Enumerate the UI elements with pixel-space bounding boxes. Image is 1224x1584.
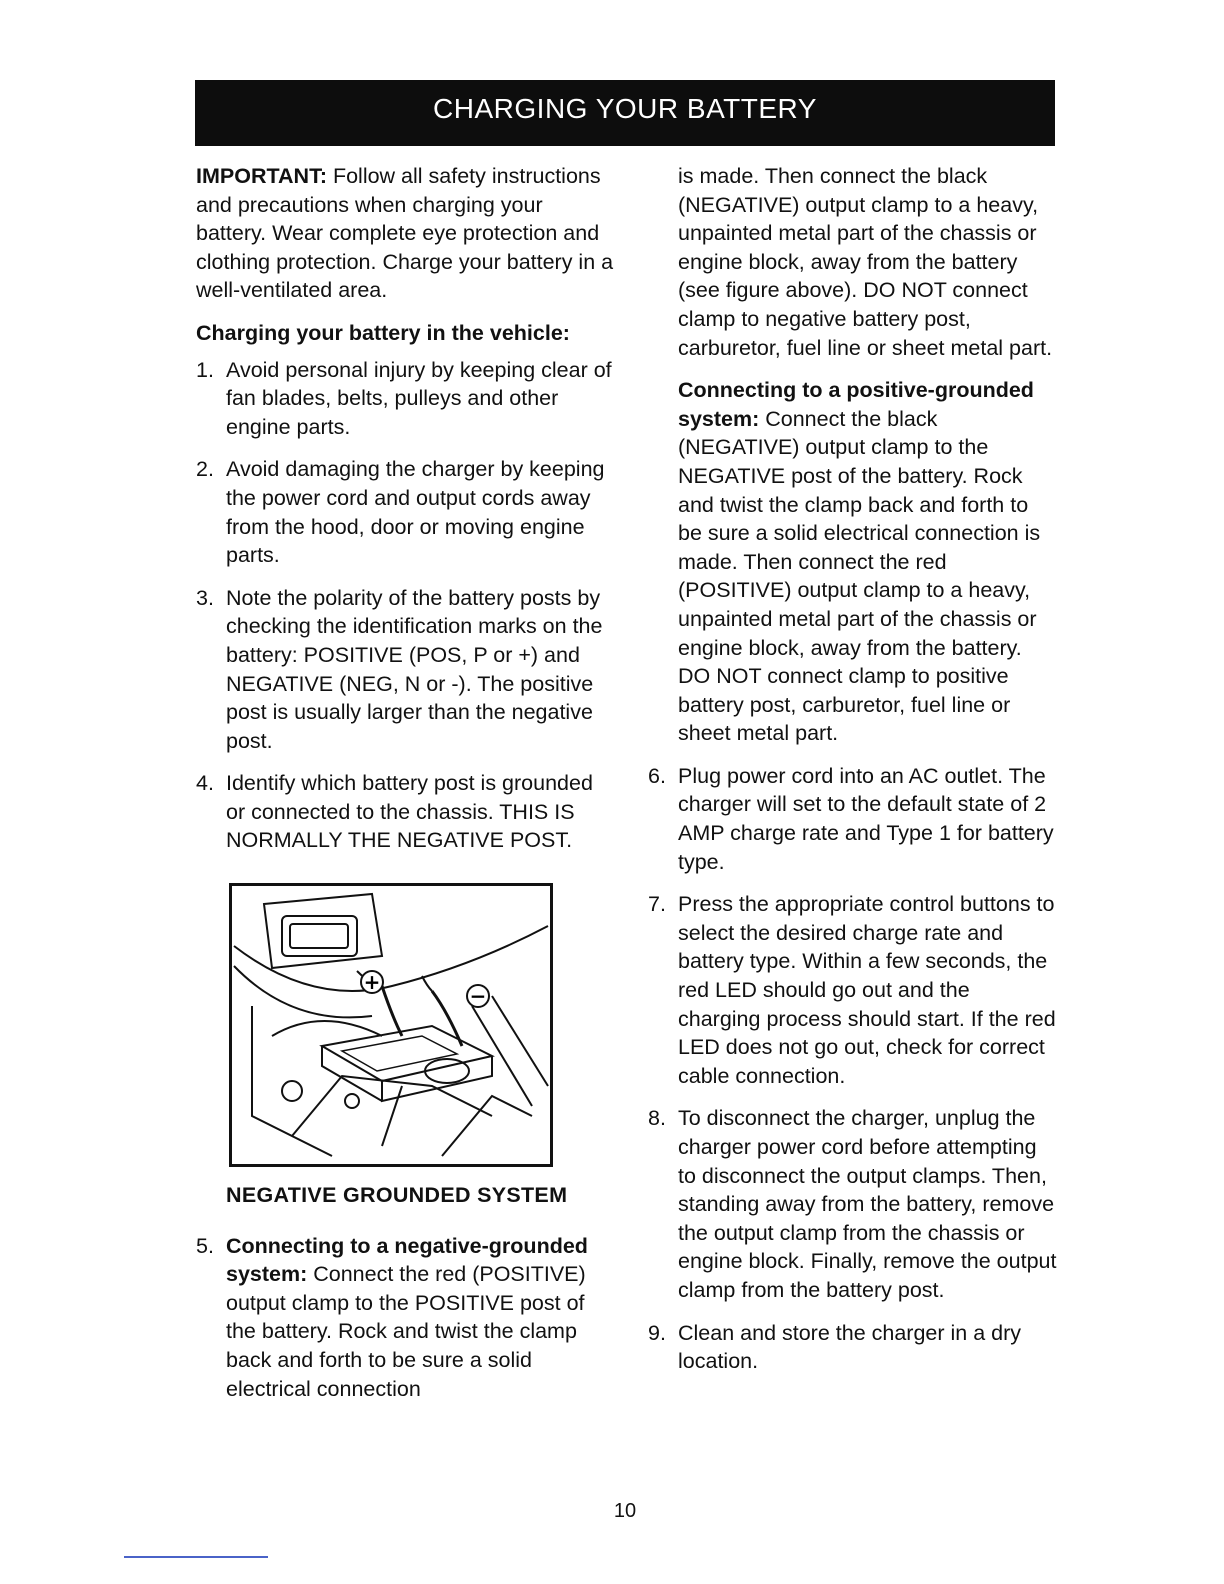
positive-grounded-label: Connecting to a positive-grounded system:	[678, 378, 1034, 431]
section-header-bar	[195, 80, 1055, 146]
figure-caption: NEGATIVE GROUNDED SYSTEM	[226, 1183, 568, 1208]
list-item	[196, 584, 616, 756]
step-text: Plug power cord into an AC outlet. The charger will set to the default state of 2 AMP charge rate and Type 1 for battery type.	[678, 763, 1054, 874]
positive-grounded-text: Connect the black (NEGATIVE) output clamp to the NEGATIVE post of the battery. Rock and twist the clamp back and forth to be sure a solid electrical connection is made. Then connect the red (POSITIVE) output clamp to a heavy, unpainted metal part of the chassis or engine block, away from the battery. DO NOT connect clamp to positive battery post, carburetor, fuel line or sheet metal part.	[678, 406, 1041, 746]
step-number: 1.	[196, 357, 214, 382]
list-item	[648, 1319, 1058, 1376]
step-label: Connecting to a negative-grounded system:	[226, 1233, 588, 1287]
list-item	[196, 1232, 616, 1404]
section-heading: Charging your battery in the vehicle:	[196, 320, 570, 345]
left-column	[196, 162, 616, 1417]
step-number: 3.	[196, 585, 214, 610]
list-item	[196, 769, 616, 855]
page-number: 10	[613, 1500, 637, 1522]
engine-illustration	[232, 886, 550, 1164]
important-text: Follow all safety instructions and precautions when charging your battery. Wear complete eye protection and clothing protection. Charge your battery in a well-ventilated area.	[196, 164, 614, 303]
step-number: 9.	[648, 1320, 666, 1345]
page-title: CHARGING YOUR BATTERY	[433, 93, 817, 124]
steps-list	[196, 356, 616, 856]
bottom-divider	[124, 1556, 268, 1558]
important-label: IMPORTANT:	[196, 164, 327, 188]
list-item	[648, 762, 1058, 876]
positive-symbol: +	[363, 970, 381, 995]
list-item	[648, 890, 1058, 1090]
step-text: Clean and store the charger in a dry location.	[678, 1320, 1022, 1374]
step-number: 2.	[196, 457, 214, 482]
step-text: Press the appropriate control buttons to select the desired charge rate and battery type. Within a few seconds, the red LED should go out and the charging process should start. If the red LED does not go out, check for correct cable connection.	[678, 892, 1056, 1088]
negative-symbol: −	[469, 984, 487, 1009]
step-text: Identify which battery post is grounded or connected to the chassis. THIS IS NORMALLY THE NEGATIVE POST.	[226, 771, 593, 853]
charger-display	[282, 916, 357, 956]
step-number: 6.	[648, 763, 666, 788]
negative-cable	[432, 991, 462, 1046]
list-item	[648, 1104, 1058, 1304]
positive-cable	[382, 986, 402, 1036]
step-body: Connect the red (POSITIVE) output clamp to the POSITIVE post of the battery. Rock and twist the clamp back and forth to be sure a solid electrical connection	[226, 1262, 586, 1401]
important-note	[196, 162, 616, 305]
right-column	[648, 162, 1058, 1390]
step-number: 5.	[196, 1233, 214, 1258]
step-text: Avoid personal injury by keeping clear of fan blades, belts, pulleys and other engine parts.	[226, 357, 612, 439]
engine-diagram-figure	[229, 883, 553, 1167]
list-item	[196, 356, 616, 442]
step-text	[226, 1232, 616, 1404]
step-number: 4.	[196, 771, 214, 796]
step5-continuation: is made. Then connect the black (NEGATIVE) output clamp to a heavy, unpainted metal part of the chassis or engine block, away from the battery (see figure above). DO NOT connect clamp to negative battery post, carburetor, fuel line or sheet metal part.	[678, 164, 1053, 360]
step-number: 8.	[648, 1106, 666, 1131]
step-text: To disconnect the charger, unplug the charger power cord before attempting to disconnect the output clamps. Then, standing away from the battery, remove the output clamp from the chassis or engine block. Finally, remove the output clamp from the battery post.	[678, 1106, 1057, 1302]
step-number: 7.	[648, 892, 666, 917]
step-text: Avoid damaging the charger by keeping the power cord and output cords away from the hood, door or moving engine parts.	[226, 457, 605, 568]
list-item	[196, 455, 616, 569]
positive-grounded-paragraph	[678, 376, 1058, 748]
steps-list-right	[648, 762, 1058, 1376]
step-text: Note the polarity of the battery posts by checking the identification marks on the battery: POSITIVE (POS, P or +) and NEGATIVE (NEG, N or -). The positive post is usually larger than the negative post.	[226, 585, 603, 753]
